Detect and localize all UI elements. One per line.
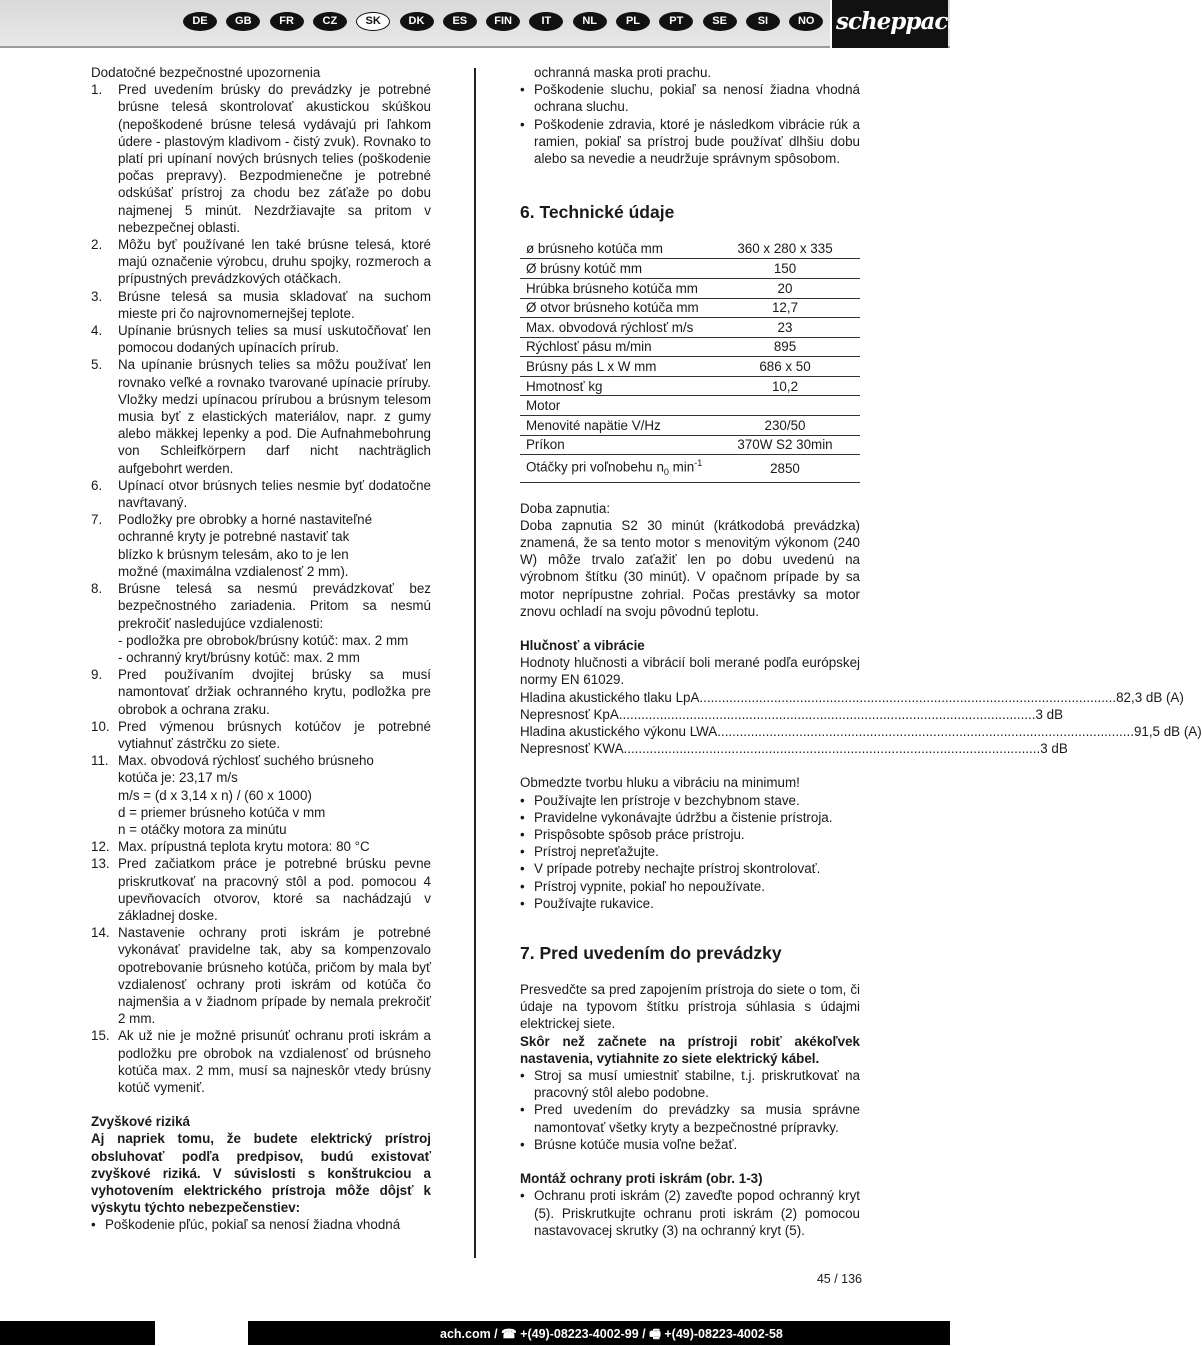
dot-leader xyxy=(699,689,1116,706)
spec-label: ø brúsneho kotúča mm xyxy=(520,239,710,259)
list-item xyxy=(91,288,431,322)
list-item xyxy=(91,1027,431,1096)
list-item-text: Pred používaním dvojitej brúsky sa musí namontovať držiak ochranného krytu, podložka pre obrobok a ochrana zraku. xyxy=(118,667,431,717)
list-item-line: m/s = (d x 3,14 x n) / (60 x 1000) xyxy=(118,787,312,803)
noise-value-row xyxy=(520,740,1068,757)
start-warning: Skôr než začnete na prístroji robiť akékoľvek nastavenia, vytiahnite zo siete elektrický kábel. xyxy=(520,1033,860,1066)
spec-value xyxy=(710,396,860,416)
list-item-line: n = otáčky motora za minútu xyxy=(118,821,287,837)
language-it-button[interactable]: IT xyxy=(529,12,563,31)
spec-value: 10,2 xyxy=(710,376,860,396)
list-item-text: Nastavenie ochrany proti iskrám je potrebné vykonávať pravidelne tak, aby sa kompenzovalo opotrebovanie brúsneho kotúča, pričom by mala byť vzdialenosť ochrany proti iskrám od kotúča čo najmenšia a v žiadnom prípade by nemala prekročiť 2 mm. xyxy=(118,925,431,1027)
table-row xyxy=(520,318,860,338)
list-number: 3. xyxy=(91,288,103,304)
section-heading: Dodatočné bezpečnostné upozornenia xyxy=(91,65,321,80)
list-item-text: Upínací otvor brúsnych telies nesmie byť dodatočne navŕtavaný. xyxy=(118,477,431,511)
list-item-text: Môžu byť používané len také brúsne telesá, ktoré majú označenie výrobcu, druhu spojky, rozmeroch a prípustných prevádzkových otáčkach. xyxy=(118,237,431,287)
noise-value: 3 dB xyxy=(1040,741,1068,757)
table-row xyxy=(520,357,860,377)
noise-label: Hladina akustického výkonu LWA xyxy=(520,724,718,740)
table-row xyxy=(520,416,860,436)
list-item xyxy=(91,356,431,476)
list-item: • Poškodenie zdravia, ktoré je následkom vibrácie rúk a ramien, pokiaľ sa prístroj bude používať dlhšiu dobu alebo sa nevedie a neudržuje správnym spôsobom. xyxy=(520,116,860,168)
page-footer xyxy=(0,1321,950,1345)
language-se-button[interactable]: SE xyxy=(703,12,737,31)
table-row xyxy=(520,396,860,416)
continued-text: ochranná maska proti prachu. xyxy=(534,65,712,80)
list-item-text: Upínanie brúsnych telies sa musí uskutočňovať len pomocou dodaných upínacích prírub. xyxy=(118,323,431,356)
table-row xyxy=(520,376,860,396)
list-item-line: Max. prípustná teplota krytu motora: 80 °C xyxy=(118,839,370,855)
noise-label: Nepresnosť KpA xyxy=(520,706,619,722)
list-number: 7. xyxy=(91,512,103,528)
language-es-button[interactable]: ES xyxy=(443,12,477,31)
table-row xyxy=(520,337,860,357)
language-fin-button[interactable]: FIN xyxy=(486,12,520,31)
list-item: • Stroj sa musí umiestniť stabilne, t.j. priskrutkovať na pracovný stôl alebo podobne. xyxy=(520,1067,860,1101)
list-item: • Prispôsobte spôsob práce prístroju. xyxy=(520,826,860,843)
list-number: 11. xyxy=(91,753,109,769)
list-item xyxy=(91,855,431,924)
start-list xyxy=(520,1067,860,1153)
list-item xyxy=(91,81,431,236)
list-item xyxy=(91,236,431,288)
tech-data-table xyxy=(520,239,860,482)
spec-value: 370W S2 30min xyxy=(710,435,860,455)
minimize-title: Obmedzte tvorbu hluku a vibráciu na minimum! xyxy=(520,775,800,791)
spec-label-sub: 0 xyxy=(663,467,669,478)
list-item-text: Pred uvedením brúsky do prevádzky je potrebné brúsne telesá skontrolovať akustickou skúškou (nepoškodené brúsne telesá vydávajú pri ľahkom údere - plastovým kladivom - čistý zvuk). Rovnako to platí pri upínaní nových brúsnych telies (poškodenie počas prepravy). Bezpodmienečne je potrebné odskúšať prístroj za chodu bez záťaže po dobu najmenej 5 minút. Nezdržiavajte sa pritom v nebezpečnej oblasti. xyxy=(118,82,431,235)
language-nl-button[interactable]: NL xyxy=(573,12,607,31)
list-item-line: Max. obvodová rýchlosť suchého brúsneho xyxy=(118,753,374,769)
list-number: 4. xyxy=(91,323,103,339)
duty-text: Doba zapnutia S2 30 minút (krátkodobá prevádzka) znamená, že sa tento motor s menovitým výkonom (240 W) môže trvalo zaťažiť len po dobu uvedenú na výrobnom štítku (30 minút). V opačnom prípade by sa motor neprípustne zohrial. Počas prestávky sa motor znovu ochladí na svoju pôvodnú teplotu. xyxy=(520,517,860,619)
right-column xyxy=(520,64,1202,1239)
list-item xyxy=(91,322,431,356)
spec-value: 686 x 50 xyxy=(710,357,860,377)
list-number: 15. xyxy=(91,1028,110,1044)
list-item xyxy=(91,511,431,580)
spec-label-unit: min xyxy=(668,459,695,475)
list-item xyxy=(91,718,431,752)
duty-label: Doba zapnutia: xyxy=(520,500,611,516)
list-item-text: Pred výmenou brúsnych kotúčov je potrebné vytiahnuť zástrčku zo siete. xyxy=(118,718,431,751)
list-number: 5. xyxy=(91,357,103,373)
spec-label: Ø brúsny kotúč mm xyxy=(520,259,710,279)
language-dk-button[interactable]: DK xyxy=(400,12,434,31)
list-number: 12. xyxy=(91,839,110,855)
residual-risks-title: Zvyškové riziká xyxy=(91,1114,191,1130)
table-row xyxy=(520,259,860,279)
spec-label: Hrúbka brúsneho kotúča mm xyxy=(520,278,710,298)
table-row xyxy=(520,239,860,259)
language-no-button[interactable]: NO xyxy=(789,12,823,31)
spec-label: Menovité napätie V/Hz xyxy=(520,416,710,436)
noise-values xyxy=(520,689,1202,758)
list-item: • Používajte rukavice. xyxy=(520,895,860,912)
list-item xyxy=(91,924,431,1027)
list-item-line: ochranné kryty je potrebné nastaviť tak xyxy=(118,529,350,545)
list-item-line: - ochranný kryt/brúsny kotúč: max. 2 mm xyxy=(118,649,360,665)
spec-value: 895 xyxy=(710,337,860,357)
noise-value-row xyxy=(520,706,1064,723)
list-item-line: Podložky pre obrobky a horné nastaviteľné xyxy=(118,512,373,528)
list-item-text: Na upínanie brúsnych telies sa môžu používať len rovnako veľké a rovnako tvarované upínacie príruby. Vložky medzi upínacou prírubou a brúsnym telesom musia byť z elastických materiálov, napr. z gumy alebo mäkkej lepenky a pod. Die Aufnahmebohrung von Schleifkörpern darf nicht nachträglich aufgebohrt werden. xyxy=(118,357,431,476)
tech-data-title: 6. Technické údaje xyxy=(520,202,675,223)
minimize-list xyxy=(520,792,860,912)
list-number: 8. xyxy=(91,581,103,597)
list-item: • Prístroj vypnite, pokiaľ ho nepoužívate. xyxy=(520,878,860,895)
page-number: 45 / 136 xyxy=(816,1272,862,1286)
list-item: • V prípade potreby nechajte prístroj skontrolovať. xyxy=(520,860,860,877)
list-item-text: Ak už nie je možné prisunúť ochranu proti iskrám a podložku pre obrobok na vzdialenosť od brúsneho kotúča max. 2 mm, musí sa najneskôr vtedy brúsny kotúč vymeniť. xyxy=(118,1028,431,1095)
list-item-line: kotúča je: 23,17 m/s xyxy=(118,770,238,786)
residual-risks-intro: Aj napriek tomu, že budete elektrický prístroj obsluhovať podľa predpisov, budú existovať zvyškové riziká. V súvislosti s konštrukciou a vyhotovením elektrického prístroja môže dôjsť k výskytu týchto nebezpečenstiev: xyxy=(91,1131,431,1216)
residual-risks-list xyxy=(91,1216,431,1233)
list-item: • Poškodenie sluchu, pokiaľ sa nenosí žiadna vhodná ochrana sluchu. xyxy=(520,81,860,115)
list-item-line: d = priemer brúsneho kotúča v mm xyxy=(118,804,326,820)
left-column xyxy=(91,64,431,1234)
spec-label: Príkon xyxy=(520,435,710,455)
list-item-text: Pred začiatkom práce je potrebné brúsku pevne priskrutkovať na pracovný stôl a pod. pomocou 4 upevňovacích otvorov, ktoré sa nachádzajú v základnej doske. xyxy=(118,856,431,923)
dot-leader xyxy=(619,706,1036,723)
list-item: • Pred uvedením do prevádzky sa musia správne namontovať všetky kryty a bezpečnostné prípravky. xyxy=(520,1101,860,1135)
list-item xyxy=(91,666,431,718)
spec-label: Motor xyxy=(520,396,710,416)
list-number: 13. xyxy=(91,856,110,872)
start-title: 7. Pred uvedením do prevádzky xyxy=(520,943,782,964)
noise-label: Hladina akustického tlaku LpA xyxy=(520,689,700,705)
noise-value-row xyxy=(520,723,1202,740)
list-item xyxy=(91,838,431,855)
list-item xyxy=(91,477,431,511)
language-de-button[interactable]: DE xyxy=(183,12,217,31)
spec-value: 20 xyxy=(710,278,860,298)
noise-text: Hodnoty hlučnosti a vibrácií boli merané podľa európskej normy EN 61029. xyxy=(520,655,860,688)
language-fr-button[interactable]: FR xyxy=(270,12,304,31)
list-number: 1. xyxy=(91,82,103,98)
spec-label-main: Otáčky pri voľnobehu n xyxy=(526,459,664,475)
list-item-text: Brúsne telesá sa nesmú prevádzkovať bez bezpečnostného zariadenia. Pritom sa nesmú prekročiť nasledujúce vzdialenosti: xyxy=(118,581,431,631)
noise-title: Hlučnosť a vibrácie xyxy=(520,638,645,654)
start-text: Presvedčte sa pred zapojením prístroja do siete o tom, či údaje na typovom štítku prístroja súhlasia s údajmi elektrickej siete. xyxy=(520,982,860,1032)
spec-label xyxy=(520,455,710,482)
footer-gap xyxy=(155,1321,248,1345)
list-item-line: blízko k brúsnym telesám, ako to je len xyxy=(118,546,349,562)
list-item xyxy=(91,752,431,838)
noise-value: 82,3 dB (A) xyxy=(1116,689,1184,705)
noise-label: Nepresnosť KWA xyxy=(520,741,624,757)
noise-value: 91,5 dB (A) xyxy=(1133,724,1202,740)
noise-value: 3 dB xyxy=(1035,706,1064,722)
list-item: • Používajte len prístroje v bezchybnom stave. xyxy=(520,792,860,809)
language-gb-button[interactable]: GB xyxy=(226,12,260,31)
risks-list-continued xyxy=(520,81,860,167)
list-item: • Pravidelne vykonávajte údržbu a čistenie prístroja. xyxy=(520,809,860,826)
spec-value: 150 xyxy=(710,259,860,279)
spec-value: 2850 xyxy=(710,455,860,482)
language-sk-button[interactable]: SK xyxy=(356,12,390,31)
spec-label-sup: -1 xyxy=(694,458,703,469)
language-si-button[interactable]: SI xyxy=(746,12,780,31)
footer-contact: ach.com / ☎ +(49)-08223-4002-99 / 🖷 +(49)-08223-4002-58 xyxy=(440,1327,783,1341)
list-number: 14. xyxy=(91,925,110,941)
list-item xyxy=(91,580,431,666)
list-item-text: Brúsne telesá sa musia skladovať na suchom mieste pri čo najrovnomernejšej teplote. xyxy=(118,288,431,321)
spec-label: Hmotnosť kg xyxy=(520,376,710,396)
list-item-line: - podložka pre obrobok/brúsny kotúč: max. 2 mm xyxy=(118,632,409,648)
spec-value: 23 xyxy=(710,318,860,338)
spec-value: 230/50 xyxy=(710,416,860,436)
spec-value: 12,7 xyxy=(710,298,860,318)
list-number: 10. xyxy=(91,718,110,734)
language-pl-button[interactable]: PL xyxy=(616,12,650,31)
dot-leader xyxy=(717,723,1134,740)
list-item-text: Poškodenie pľúc, pokiaľ sa nenosí žiadna vhodná xyxy=(105,1217,401,1233)
table-row xyxy=(520,435,860,455)
spec-value: 360 x 280 x 335 xyxy=(710,239,860,259)
dot-leader xyxy=(624,740,1041,757)
safety-list xyxy=(91,81,431,1096)
spec-label: Rýchlosť pásu m/min xyxy=(520,337,710,357)
table-row xyxy=(520,298,860,318)
spec-label: Max. obvodová rýchlosť m/s xyxy=(520,318,710,338)
list-item xyxy=(520,1187,860,1239)
list-number: 2. xyxy=(91,237,103,253)
logo-text: scheppach xyxy=(836,8,964,35)
list-item xyxy=(91,1216,431,1233)
scheppach-logo xyxy=(830,0,964,48)
column-divider xyxy=(474,68,476,1258)
list-item-line: možné (maximálna vzdialenosť 2 mm). xyxy=(118,563,349,579)
list-item-text: Ochranu proti iskrám (2) zaveďte popod ochranný kryt (5). Priskrutkujte ochranu proti iskrám (2) pomocou nastavovacej skrutky (3) na ochranný kryt (5). xyxy=(534,1188,860,1238)
table-row xyxy=(520,455,860,482)
list-number: 9. xyxy=(91,667,103,683)
list-number: 6. xyxy=(91,477,103,493)
list-item: • Prístroj nepreťažujte. xyxy=(520,843,860,860)
mount-list xyxy=(520,1187,860,1239)
language-pt-button[interactable]: PT xyxy=(659,12,693,31)
noise-value-row xyxy=(520,689,1184,706)
spec-label: Brúsny pás L x W mm xyxy=(520,357,710,377)
list-item: • Brúsne kotúče musia voľne bežať. xyxy=(520,1136,860,1153)
spec-label: Ø otvor brúsneho kotúča mm xyxy=(520,298,710,318)
page-header xyxy=(0,0,964,52)
language-cz-button[interactable]: CZ xyxy=(313,12,347,31)
mount-title: Montáž ochrany proti iskrám (obr. 1-3) xyxy=(520,1171,763,1187)
table-row xyxy=(520,278,860,298)
